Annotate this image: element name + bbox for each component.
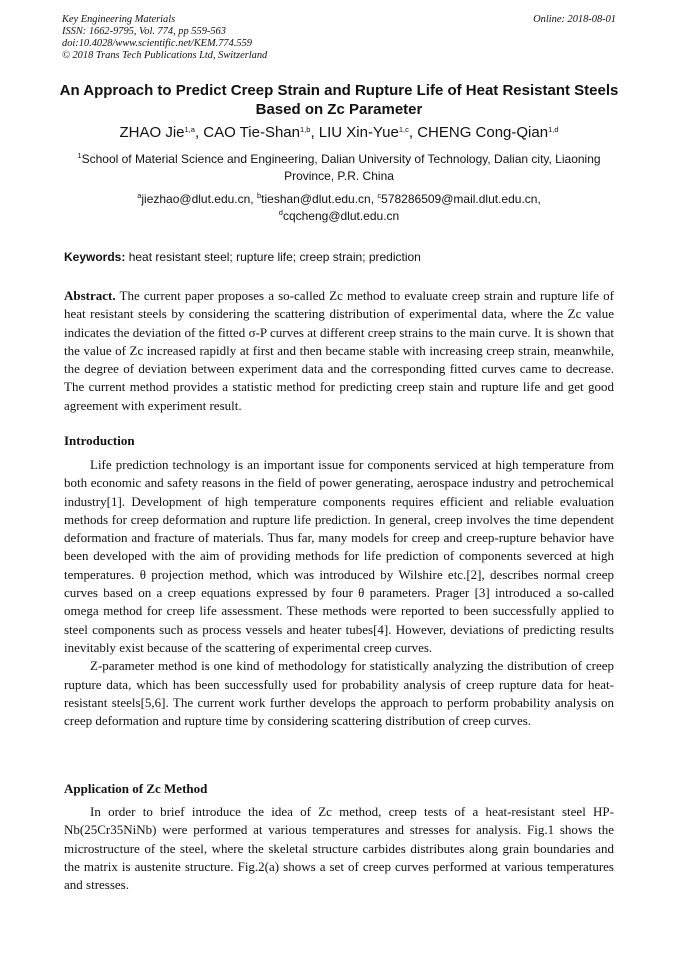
author-sup: 1,d [548,125,559,134]
introduction-body [64,456,614,730]
keywords [64,250,616,265]
application-body [64,803,614,894]
email-address[interactable]: jiezhao@dlut.edu.cn [141,192,251,206]
author-sup: 1,c [398,125,409,134]
issn-line: ISSN: 1662-9795, Vol. 774, pp 559-563 [62,26,226,37]
copyright-line: © 2018 Trans Tech Publications Ltd, Switzerland [62,50,268,61]
abstract [64,287,614,415]
email-address[interactable]: cqcheng@dlut.edu.cn [282,209,400,223]
journal-name: Key Engineering Materials [62,14,176,25]
author-name: CHENG Cong-Qian [417,124,549,141]
paper-title: An Approach to Predict Creep Strain and Rupture Life of Heat Resistant Steels Based on Zc Parameter [59,82,619,118]
paragraph: Life prediction technology is an important issue for components serviced at high temperature from both economic and safety reasons in the field of power generating, aerospace industry and petrochemical industry[1]. Development of high temperature components requires efficient and reliable evaluation methods for creep deformation and rupture life prediction. In general, creep involves the time dependent deformation and fracture of materials. Thus far, many models for creep and creep-rupture behavior have been developed with the aim of providing methods for life prediction of components severced at high temperatures. θ projection method, which was introduced by Wilshire etc.[2], describes normal creep curves based on a creep equations expressed by four θ parameters. Prager [3] introduced a so-called omega method for creep life assessment. These methods were reported to been successfully applied to steel components such as process vessels and heater tubes[4]. However, deviations of predicting results inevitably exist because of the scattering of experimental creep curves. [64,457,614,655]
online-date: Online: 2018-08-01 [533,14,616,25]
author-name: ZHAO Jie [119,124,185,141]
author-name: LIU Xin-Yue [318,124,399,141]
email-list: $^a$jiezhao@dlut.edu.cn, $^b$tieshan@dlut.edu.cn, $^c$578286509@mail.dlut.edu.cn, $^d$cqcheng@dlut.edu.cn [137,191,541,223]
paragraph: In order to brief introduce the idea of Zc method, creep tests of a heat-resistant steel HP-Nb(25Cr35NiNb) were performed at various temperatures and stresses for analysis. Fig.1 shows the microstructure of the steel, where the skeletal structure carbides distributes along grain boundaries and the matrix is austenite structure. Fig.2(a) shows a set of creep curves performed at various temperatures and stresses. [64,804,614,893]
email-address[interactable]: 578286509@mail.dlut.edu.cn [381,192,538,206]
keywords-label: Keywords: [64,250,126,264]
affiliation-text: School of Material Science and Engineering, Dalian University of Technology, Dalian city, Liaoning Province, P.R. China [81,152,601,183]
journal-header [62,14,616,62]
author-sup: 1,a [184,125,195,134]
author-name: CAO Tie-Shan [203,124,300,141]
paragraph: Z-parameter method is one kind of methodology for statistically analyzing the distribution of creep rupture data, which has been successfully used for probability analysis of creep rupture data for heat-resistant steels[5,6]. The current work further develops the approach to perform probability analysis on creep deformation and rupture time by considering scattering distribution of creep curves. [64,658,614,729]
section-heading-introduction: Introduction [64,433,135,448]
email-address[interactable]: tieshan@dlut.edu.cn [261,192,371,206]
section-heading-application: Application of Zc Method [64,781,208,796]
email-sup: b [256,191,262,200]
author-sup: 1,b [300,125,311,134]
abstract-label: Abstract. [64,288,116,303]
author-list: ZHAO Jie$^{1,a}$, CAO Tie-Shan$^{1,b}$, LIU Xin-Yue$^{1,c}$, CHENG Cong-Qian$^{1,d}$ [119,124,559,141]
affiliation [58,151,620,185]
email-sup: d [278,208,283,217]
email-sup: a [137,191,142,200]
affiliation-sup: 1 [77,151,82,160]
doi-line[interactable]: doi:10.4028/www.scientific.net/KEM.774.559 [62,38,252,49]
abstract-text: The current paper proposes a so-called Zc method to evaluate creep strain and rupture life of heat resistant steels by considering the scattering distribution of experimental data, where the Zc value indicates the deviation of the fitted σ-P curves at different creep strains to the main curve. It is shown that the value of Zc increased rapidly at first and then became stable with increasing creep strain, meanwhile, the degree of deviation between experiment data and the corresponding fitted curves came to decrease. The current method provides a statistic method for predicting creep stain and rupture life and get good agreement with experiment result. [64,288,614,413]
email-sup: c [377,191,382,200]
keywords-text: heat resistant steel; rupture life; creep strain; prediction [128,250,421,264]
